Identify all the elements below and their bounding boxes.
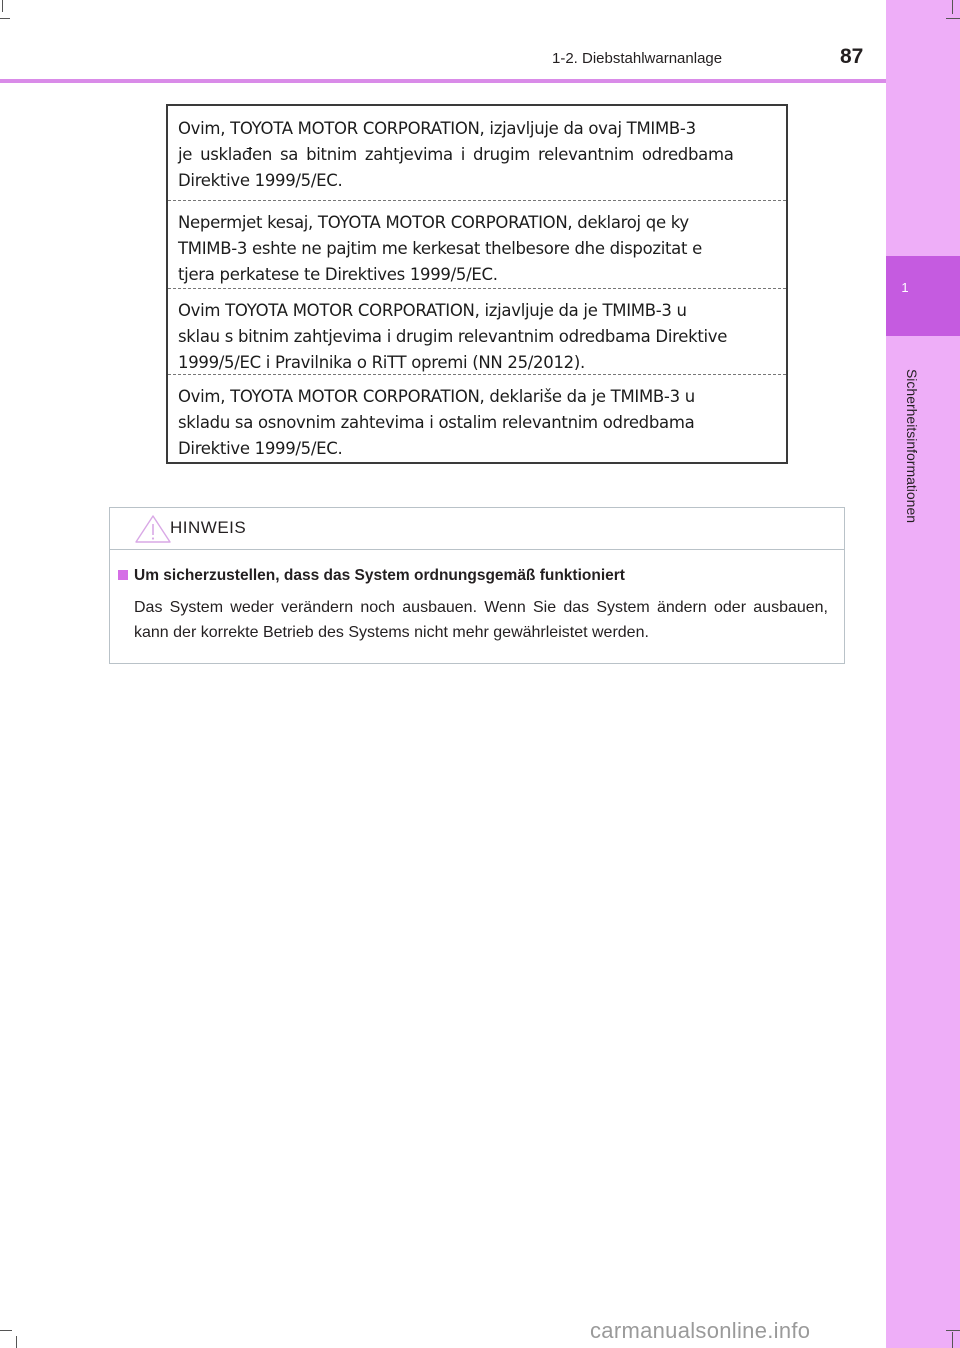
page-number: 87 (840, 45, 864, 68)
square-bullet-icon (118, 570, 128, 580)
section-title: 1-2. Diebstahlwarnanlage (552, 50, 723, 67)
note-subheading-text: Um sicherzustellen, dass das System ordnungsgemäß funktioniert (134, 567, 625, 584)
declaration-line: Ovim TOYOTA MOTOR CORPORATION, izjavljuje da je TMIMB-3 u (178, 301, 687, 320)
declaration-line: je usklađen sa bitnim zahtjevima i drugim relevantnim odredbama (178, 145, 734, 164)
crop-mark (952, 1332, 953, 1348)
watermark: carmanualsonline.info (590, 1318, 811, 1343)
crop-mark (2, 0, 3, 12)
crop-mark (0, 1330, 12, 1331)
declaration-line: Nepermjet kesaj, TOYOTA MOTOR CORPORATION, deklaroj qe ky (178, 213, 689, 232)
crop-mark (946, 1330, 960, 1331)
crop-mark (952, 0, 953, 14)
chapter-label: Sicherheitsinformationen (904, 368, 920, 524)
declaration-line: Direktive 1999/5/EC. (178, 171, 343, 190)
note-header (110, 508, 844, 550)
declaration-line: Ovim, TOYOTA MOTOR CORPORATION, deklariše da je TMIMB-3 u (178, 387, 695, 406)
declaration-box (166, 104, 788, 464)
declaration-albanian (168, 200, 786, 288)
chapter-tab-active[interactable] (886, 256, 960, 336)
declaration-line: skladu sa osnovnim zahtevima i ostalim relevantnim odredbama (178, 413, 695, 432)
declaration-line: Ovim, TOYOTA MOTOR CORPORATION, izjavljuje da ovaj TMIMB-3 (178, 119, 696, 138)
declaration-line: tjera perkatese te Direktives 1999/5/EC. (178, 265, 498, 284)
declaration-line: 1999/5/EC i Pravilnika o RiTT opremi (NN 25/2012). (178, 353, 585, 372)
note-subheading (118, 567, 625, 585)
header-rule (0, 79, 886, 83)
crop-mark (946, 18, 960, 19)
declaration-bosnian (168, 106, 786, 194)
note-text: Das System weder verändern noch ausbauen. Wenn Sie das System ändern oder ausbauen, kann der korrekte Betrieb des Systems nicht mehr gewährleistet werden. (134, 599, 828, 641)
chapter-side-tab (886, 0, 960, 1348)
warning-icon (132, 514, 174, 544)
crop-mark (0, 18, 10, 19)
declaration-croatian (168, 288, 786, 376)
note-title: HINWEIS (170, 518, 247, 537)
note-box (109, 507, 845, 664)
declaration-line: sklau s bitnim zahtjevima i drugim relevantnim odredbama Direktive (178, 327, 728, 346)
chapter-number: 1 (901, 280, 909, 295)
declaration-serbian (168, 374, 786, 462)
declaration-line: Direktive 1999/5/EC. (178, 439, 343, 458)
crop-mark (16, 1336, 17, 1348)
declaration-line: TMIMB-3 eshte ne pajtim me kerkesat thelbesore dhe dispozitat e (178, 239, 702, 258)
